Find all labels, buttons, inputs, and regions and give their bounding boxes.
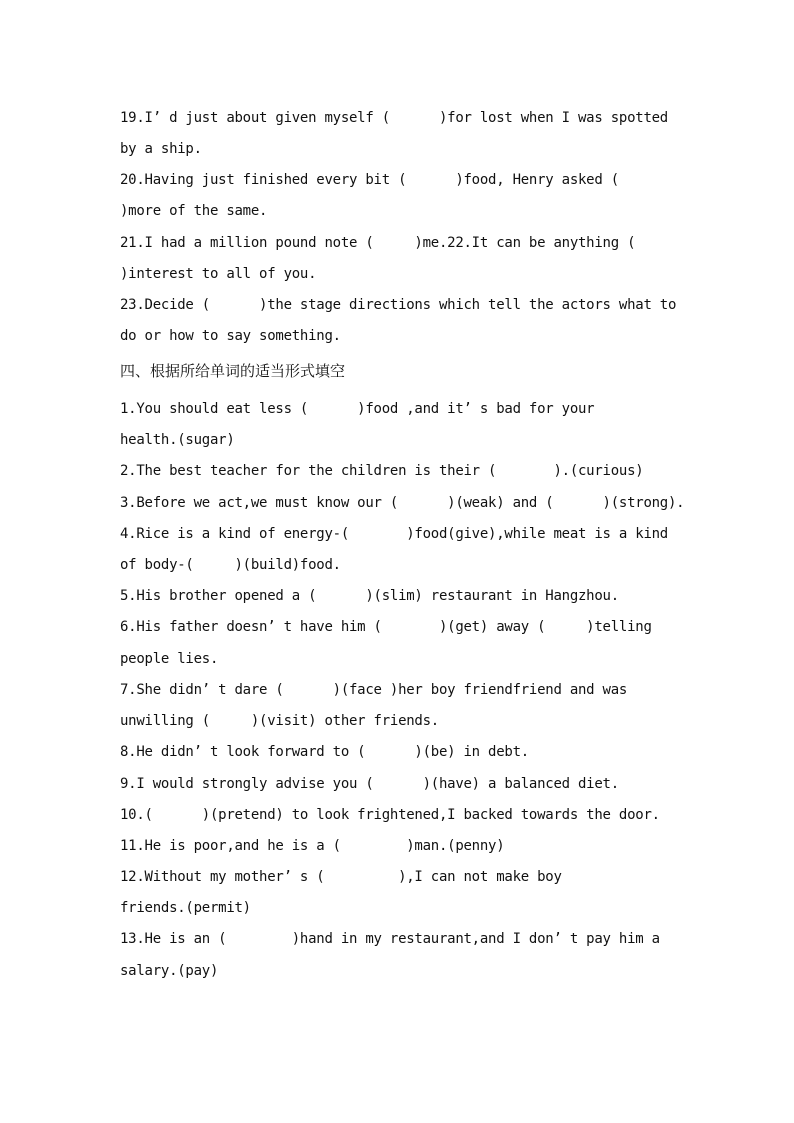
exercise-2-line: 2.The best teacher for the children is their ( ).(curious) [120,463,644,479]
exercise-7-line-1: 7.She didn’ t dare ( )(face )her boy friendfriend and was [120,682,628,698]
section-heading: 四、根据所给单词的适当形式填空 [120,362,346,380]
question-22-line-2: )interest to all of you. [120,266,317,282]
question-20-line-1: 20.Having just finished every bit ( )food, Henry asked ( [120,172,619,188]
exercise-1-line-2: health.(sugar) [120,432,235,448]
exercise-12-line-2: friends.(permit) [120,900,251,916]
exercise-8-line: 8.He didn’ t look forward to ( )(be) in debt. [120,744,529,760]
exercise-11-line: 11.He is poor,and he is a ( )man.(penny) [120,838,505,854]
question-20-line-2: )more of the same. [120,203,268,219]
exercise-12-line-1: 12.Without my mother’ s ( ),I can not make boy [120,869,562,885]
question-19-line-2: by a ship. [120,141,202,157]
exercise-4-line-2: of body-( )(build)food. [120,557,341,573]
exercise-13-line-2: salary.(pay) [120,963,219,979]
question-23-line-1: 23.Decide ( )the stage directions which tell the actors what to [120,297,677,313]
exercise-1-line-1: 1.You should eat less ( )food ,and it’ s bad for your [120,401,595,417]
exercise-10-line: 10.( )(pretend) to look frightened,I backed towards the door. [120,807,660,823]
exercise-6-line-1: 6.His father doesn’ t have him ( )(get) away ( )telling [120,619,652,635]
exercise-6-line-2: people lies. [120,651,219,667]
question-19-line-1: 19.I’ d just about given myself ( )for lost when I was spotted [120,110,668,126]
exercise-4-line-1: 4.Rice is a kind of energy-( )food(give),while meat is a kind [120,526,668,542]
question-23-line-2: do or how to say something. [120,328,341,344]
exercise-7-line-2: unwilling ( )(visit) other friends. [120,713,439,729]
exercise-5-line: 5.His brother opened a ( )(slim) restaurant in Hangzhou. [120,588,619,604]
exercise-13-line-1: 13.He is an ( )hand in my restaurant,and I don’ t pay him a [120,931,660,947]
exercise-3-line: 3.Before we act,we must know our ( )(weak) and ( )(strong). [120,495,685,511]
exercise-9-line: 9.I would strongly advise you ( )(have) a balanced diet. [120,776,619,792]
question-21-22-line-1: 21.I had a million pound note ( )me.22.It can be anything ( [120,235,636,251]
